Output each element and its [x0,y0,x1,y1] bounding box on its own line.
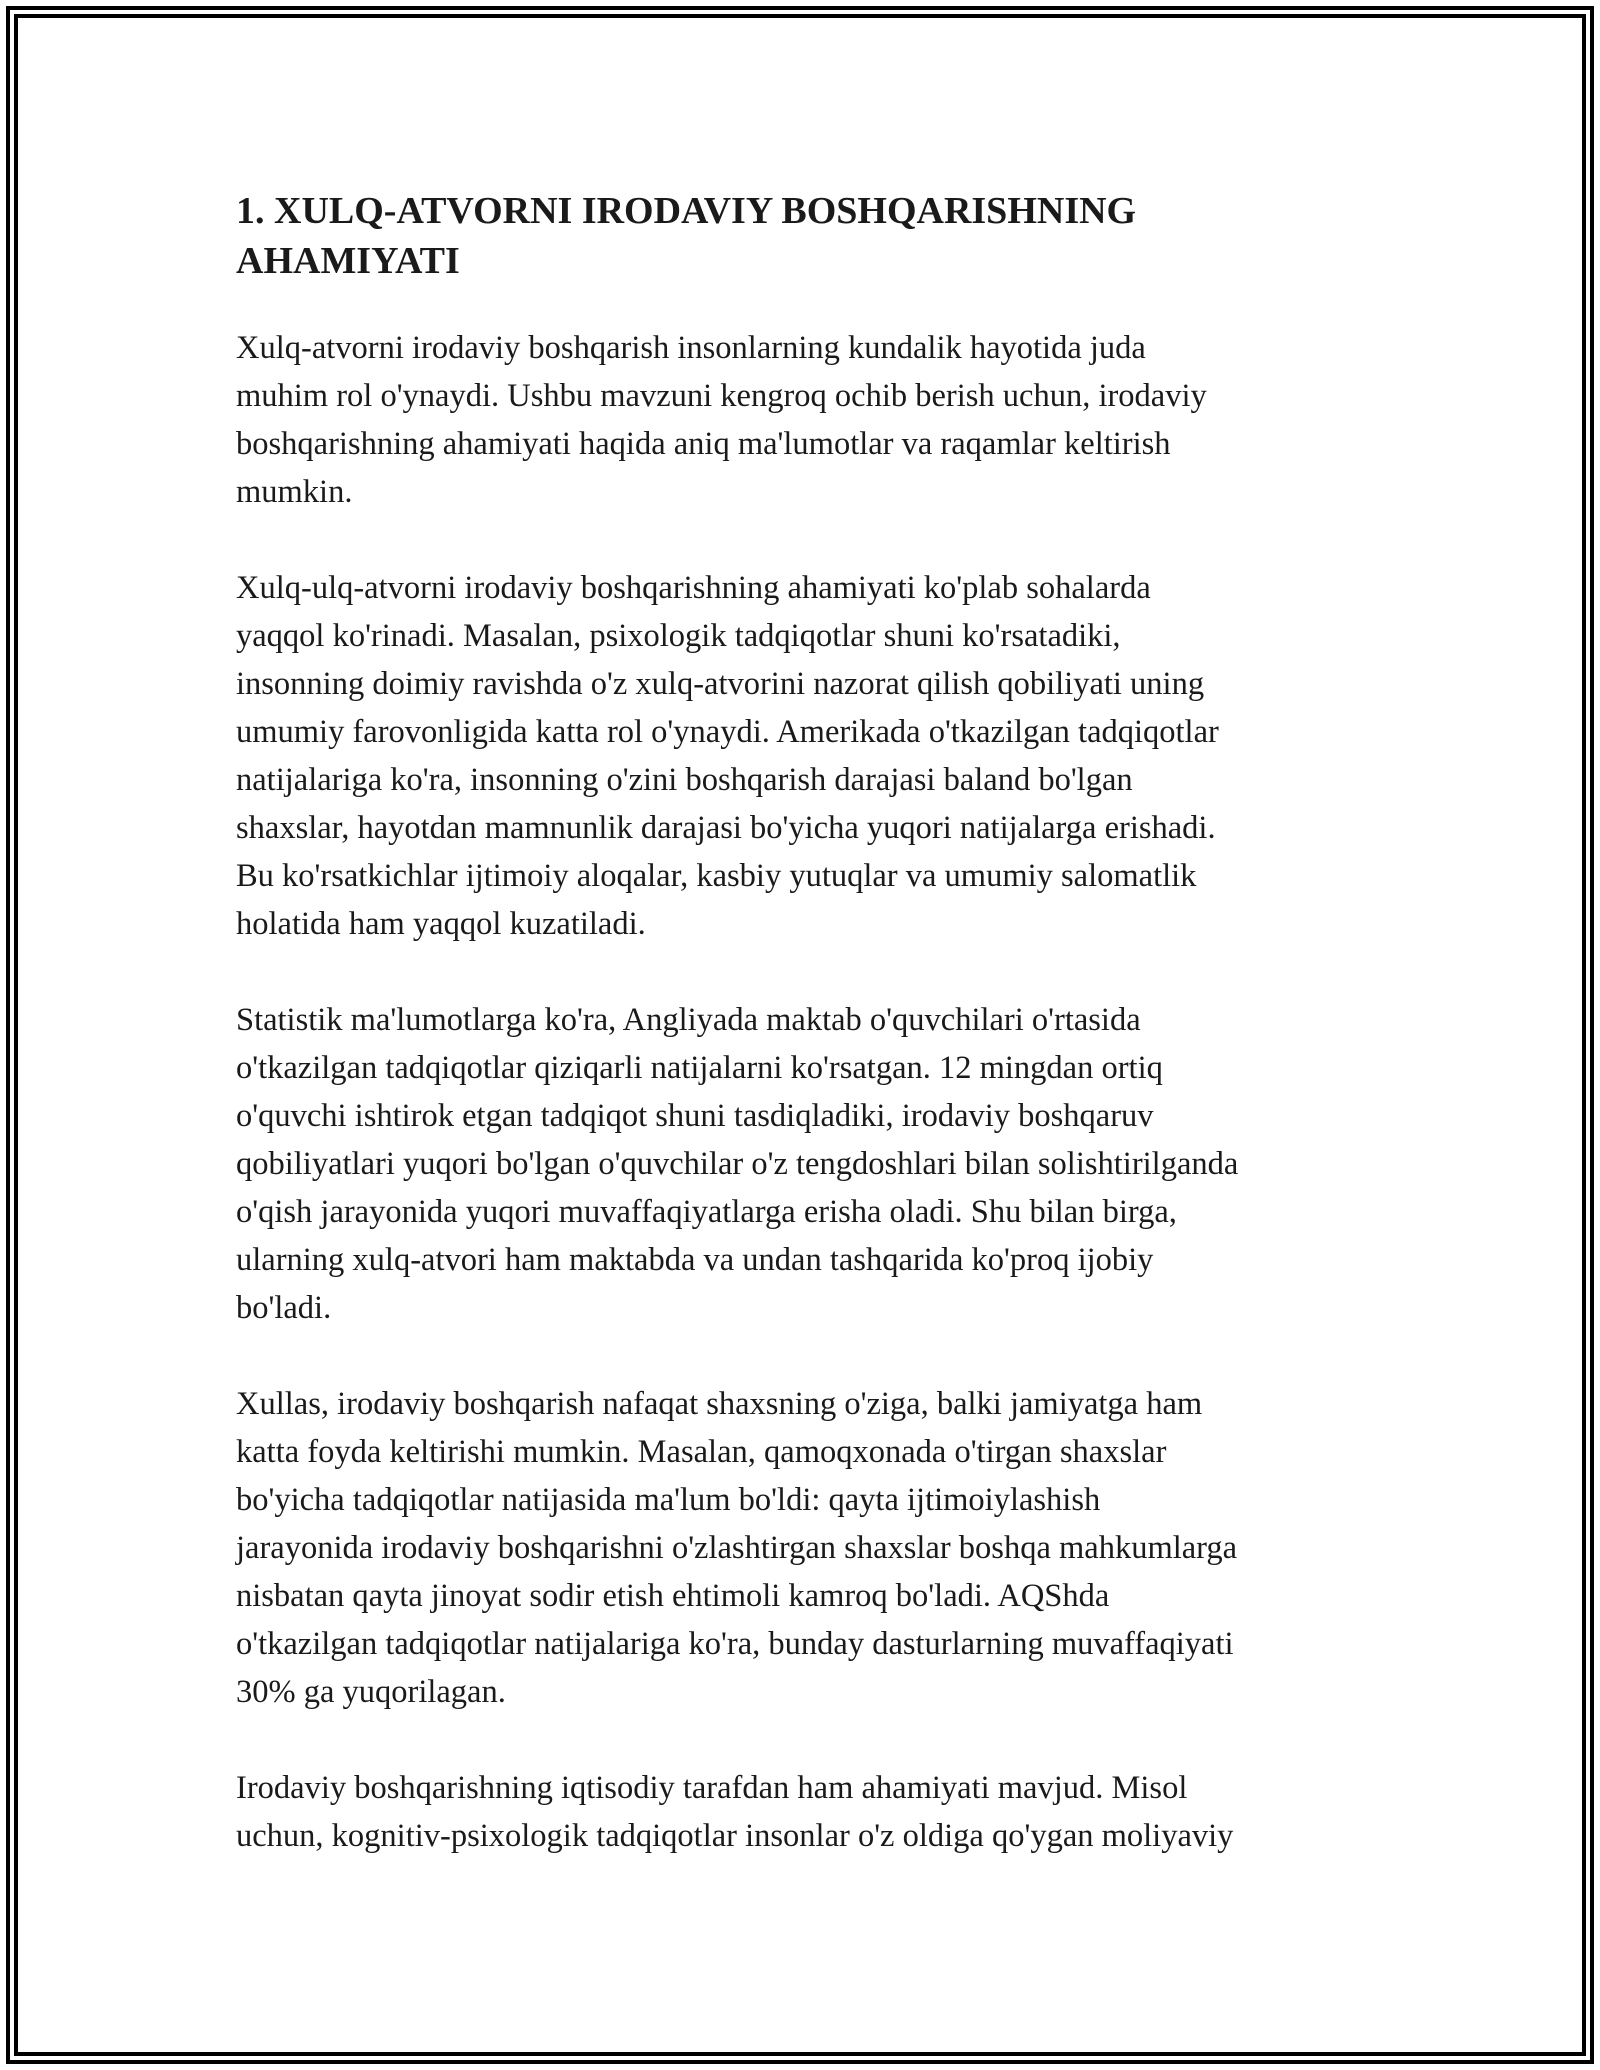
text-line: bo'yicha tadqiqotlar natijasida ma'lum bo'ldi: qayta ijtimoiylashish [236,1482,1101,1518]
text-line: Bu ko'rsatkichlar ijtimoiy aloqalar, kasbiy yutuqlar va umumiy salomatlik [236,858,1197,894]
text-line: Xullas, irodaviy boshqarish nafaqat shaxsning o'ziga, balki jamiyatga ham [236,1386,1203,1422]
text-line: mumkin. [236,474,353,510]
text-line: o'quvchi ishtirok etgan tadqiqot shuni tasdiqladiki, irodaviy boshqaruv [236,1098,1154,1134]
text-line: umumiy farovonligida katta rol o'ynaydi. Amerikada o'tkazilgan tadqiqotlar [236,714,1219,750]
text-line: bo'ladi. [236,1290,332,1326]
paragraph-economic [236,1764,1376,1860]
text-line: yaqqol ko'rinadi. Masalan, psixologik tadqiqotlar shuni ko'rsatadiki, [236,618,1121,654]
text-line: Irodaviy boshqarishning iqtisodiy tarafdan ham ahamiyati mavjud. Misol [236,1770,1188,1806]
paragraph-importance [236,564,1376,948]
text-line: muhim rol o'ynaydi. Ushbu mavzuni kengroq ochib berish uchun, irodaviy [236,378,1207,414]
title-line: AHAMIYATI [236,240,460,282]
paragraph-statistics [236,996,1376,1332]
text-line: uchun, kognitiv-psixologik tadqiqotlar insonlar o'z oldiga qo'ygan moliyaviy [236,1818,1234,1854]
text-line: o'qish jarayonida yuqori muvaffaqiyatlarga erisha oladi. Shu bilan birga, [236,1194,1177,1230]
text-line: 30% ga yuqorilagan. [236,1674,506,1710]
text-line: o'tkazilgan tadqiqotlar natijalariga ko'ra, bunday dasturlarning muvaffaqiyati [236,1626,1234,1662]
text-line: jarayonida irodaviy boshqarishni o'zlashtirgan shaxslar boshqa mahkumlarga [236,1530,1238,1566]
text-line: boshqarishning ahamiyati haqida aniq ma'lumotlar va raqamlar keltirish [236,426,1171,462]
text-line: insonning doimiy ravishda o'z xulq-atvorini nazorat qilish qobiliyati uning [236,666,1205,702]
paragraph-intro [236,324,1376,516]
title-line: 1. XULQ-ATVORNI IRODAVIY BOSHQARISHNING [236,190,1137,232]
text-line: nisbatan qayta jinoyat sodir etish ehtimoli kamroq bo'ladi. AQShda [236,1578,1110,1614]
text-line: o'tkazilgan tadqiqotlar qiziqarli natijalarni ko'rsatgan. 12 mingdan ortiq [236,1050,1163,1086]
text-line: katta foyda keltirishi mumkin. Masalan, qamoqxonada o'tirgan shaxslar [236,1434,1167,1470]
text-line: Statistik ma'lumotlarga ko'ra, Angliyada maktab o'quvchilari o'rtasida [236,1002,1141,1038]
text-line: natijalariga ko'ra, insonning o'zini boshqarish darajasi baland bo'lgan [236,762,1133,798]
section-title [236,186,1376,286]
document-body [236,186,1376,1908]
text-line: ularning xulq-atvori ham maktabda va undan tashqarida ko'proq ijobiy [236,1242,1154,1278]
paragraph-society [236,1380,1376,1716]
text-line: Xulq-atvorni irodaviy boshqarish insonlarning kundalik hayotida juda [236,330,1146,366]
text-line: holatida ham yaqqol kuzatiladi. [236,906,646,942]
text-line: shaxslar, hayotdan mamnunlik darajasi bo'yicha yuqori natijalarga erishadi. [236,810,1216,846]
text-line: qobiliyatlari yuqori bo'lgan o'quvchilar o'z tengdoshlari bilan solishtirilganda [236,1146,1239,1182]
text-line: Xulq-ulq-atvorni irodaviy boshqarishning ahamiyati ko'plab sohalarda [236,570,1151,606]
